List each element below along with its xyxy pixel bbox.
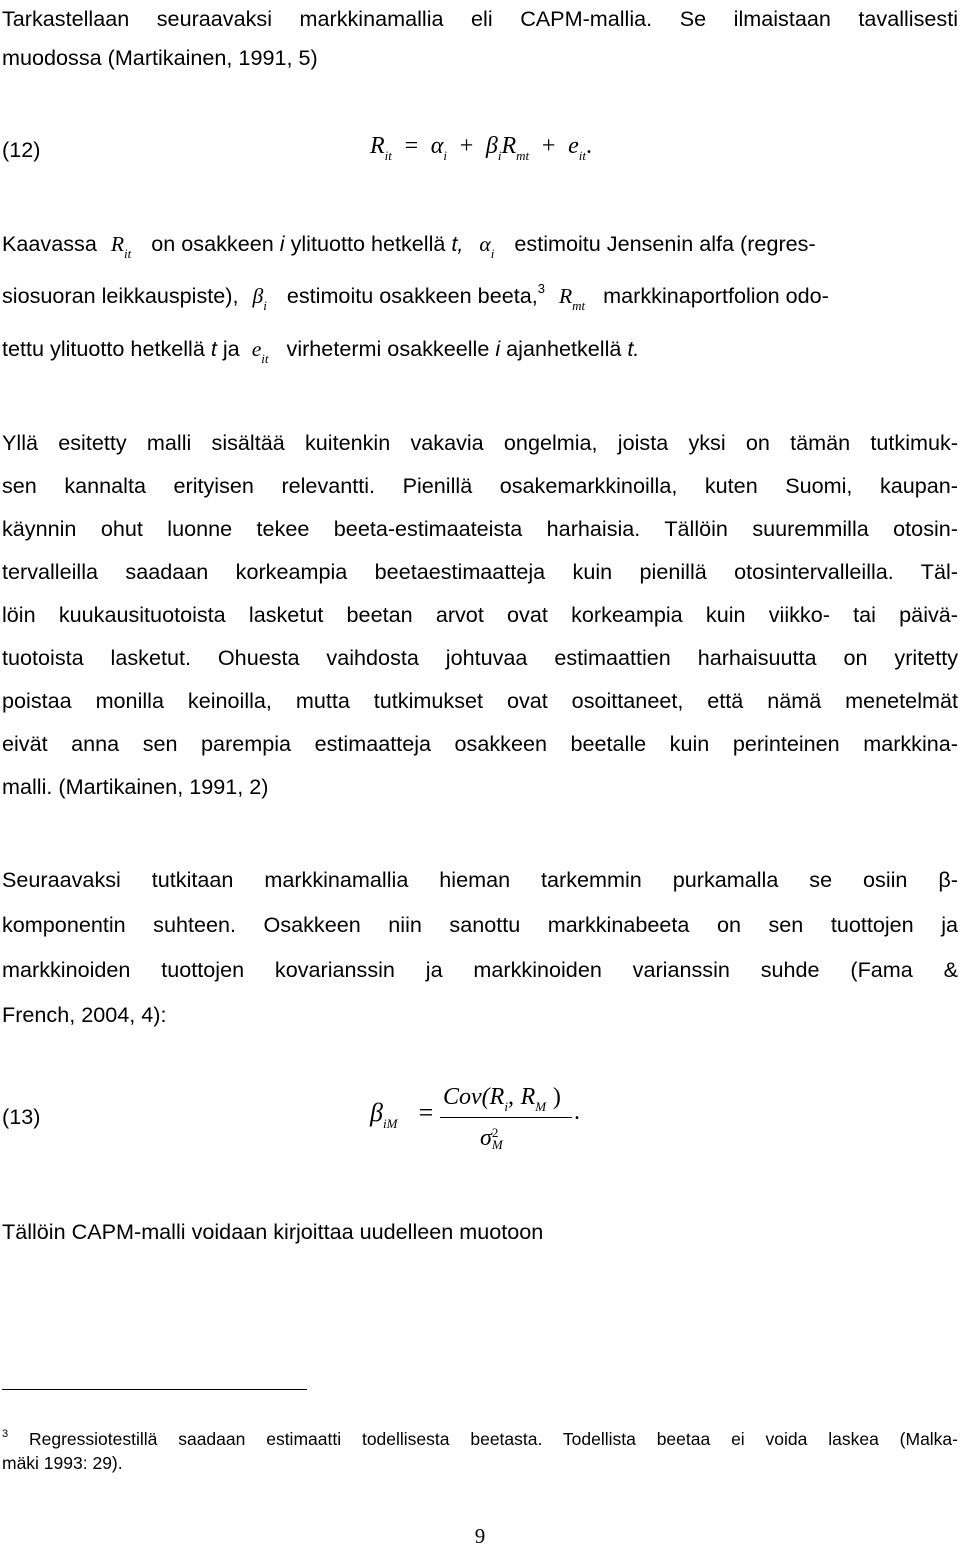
- eq12-R: R: [370, 133, 385, 159]
- paragraph-2-line: käynnin ohut luonne tekee beeta-estimaateista harhaisia. Tällöin suuremmilla otosin-: [2, 516, 958, 541]
- paragraph-3-line: markkinoiden tuottojen kovarianssin ja markkinoiden varianssin suhde (Fama &: [2, 957, 958, 982]
- paragraph-2-line: poistaa monilla keinoilla, mutta tutkimukset ovat osoittaneet, että nämä menetelmät: [2, 688, 958, 713]
- paragraph-2-line: malli. (Martikainen, 1991, 2): [2, 774, 269, 799]
- footnote-line-1: $^3$ Regressiotestillä saadaan estimaatti todellisesta beetasta. Todellista beetaa ei voida laskea (Malka-: [2, 1428, 958, 1449]
- definitions-line-3: tettu ylituotto hetkellä t ja $e_{it}$ virhetermi osakkeelle i ajanhetkellä t.: [2, 336, 640, 366]
- paragraph-2-line: eivät anna sen parempia estimaatteja osakkeen beetalle kuin perinteinen markkina-: [2, 731, 958, 756]
- paragraph-2-line: löin kuukausituotoista lasketut beetan arvot ovat korkeampia kuin viikko- tai päivä-: [2, 602, 958, 627]
- eq12-alpha: α: [430, 133, 444, 159]
- footnote-mark: 3: [2, 1428, 9, 1440]
- paragraph-2-line: tervalleilla saadaan korkeampia beetaestimaatteja kuin pienillä otosintervalleilla. Täl-: [2, 559, 958, 584]
- eq12-e: e: [568, 133, 579, 159]
- definitions-line-1: Kaavassa $R_{it}$ on osakkeen i ylituotto hetkellä t, $\alpha_i$ estimoitu Jensenin alfa (regres-: [2, 231, 816, 261]
- eq12-beta: β: [485, 133, 498, 159]
- intro-line-2: muodossa (Martikainen, 1991, 5): [2, 45, 318, 70]
- footnote-ref-3[interactable]: 3: [537, 281, 545, 296]
- equation-12: $R_{it} = \alpha_i + \beta_iR_{mt} + e_{it}$.: [370, 133, 592, 163]
- page-number: 9: [474, 1524, 486, 1548]
- equation-13-lhs: $\beta_{iM}$ =: [370, 1098, 434, 1131]
- paragraph-3-line: French, 2004, 4):: [2, 1002, 167, 1027]
- footnote-line-2: mäki 1993: 29).: [2, 1453, 123, 1473]
- equation-13-numerator: $Cov(R_i$, $R_M$ ): [443, 1084, 561, 1114]
- equation-13-denominator: σ 2 M: [480, 1124, 503, 1152]
- paragraph-3-line: komponentin suhteen. Osakkeen niin sanottu markkinabeeta on sen tuottojen ja: [2, 912, 958, 937]
- equation-12-label: (12): [2, 137, 41, 162]
- after-equation-text: Tällöin CAPM-malli voidaan kirjoittaa uudelleen muotoon: [2, 1219, 544, 1244]
- paragraph-3-line: Seuraavaksi tutkitaan markkinamallia hieman tarkemmin purkamalla se osiin β-: [2, 867, 958, 892]
- paragraph-2-line: sen kannalta erityisen relevantti. Pienillä osakemarkkinoilla, kuten Suomi, kaupan-: [2, 473, 958, 498]
- intro-line-1: Tarkastellaan seuraavaksi markkinamallia eli CAPM-mallia. Se ilmaistaan tavallisesti: [2, 6, 958, 31]
- paragraph-2-line: Yllä esitetty malli sisältää kuitenkin vakavia ongelmia, joista yksi on tämän tutkimuk-: [2, 430, 958, 455]
- equation-13-end: .: [574, 1099, 580, 1125]
- definitions-line-2: siosuoran leikkauspiste), $\beta_i$ estimoitu osakkeen beeta,$^3$ $R_{mt}$ markkinaportfolion odo-: [2, 281, 829, 313]
- footnote-separator: [2, 1389, 307, 1390]
- equation-13-label: (13): [2, 1104, 41, 1129]
- paragraph-2-line: tuotoista lasketut. Ohuesta vaihdosta johtuvaa estimaattien harhaisuutta on yritetty: [2, 645, 958, 670]
- fraction-bar: [440, 1117, 572, 1118]
